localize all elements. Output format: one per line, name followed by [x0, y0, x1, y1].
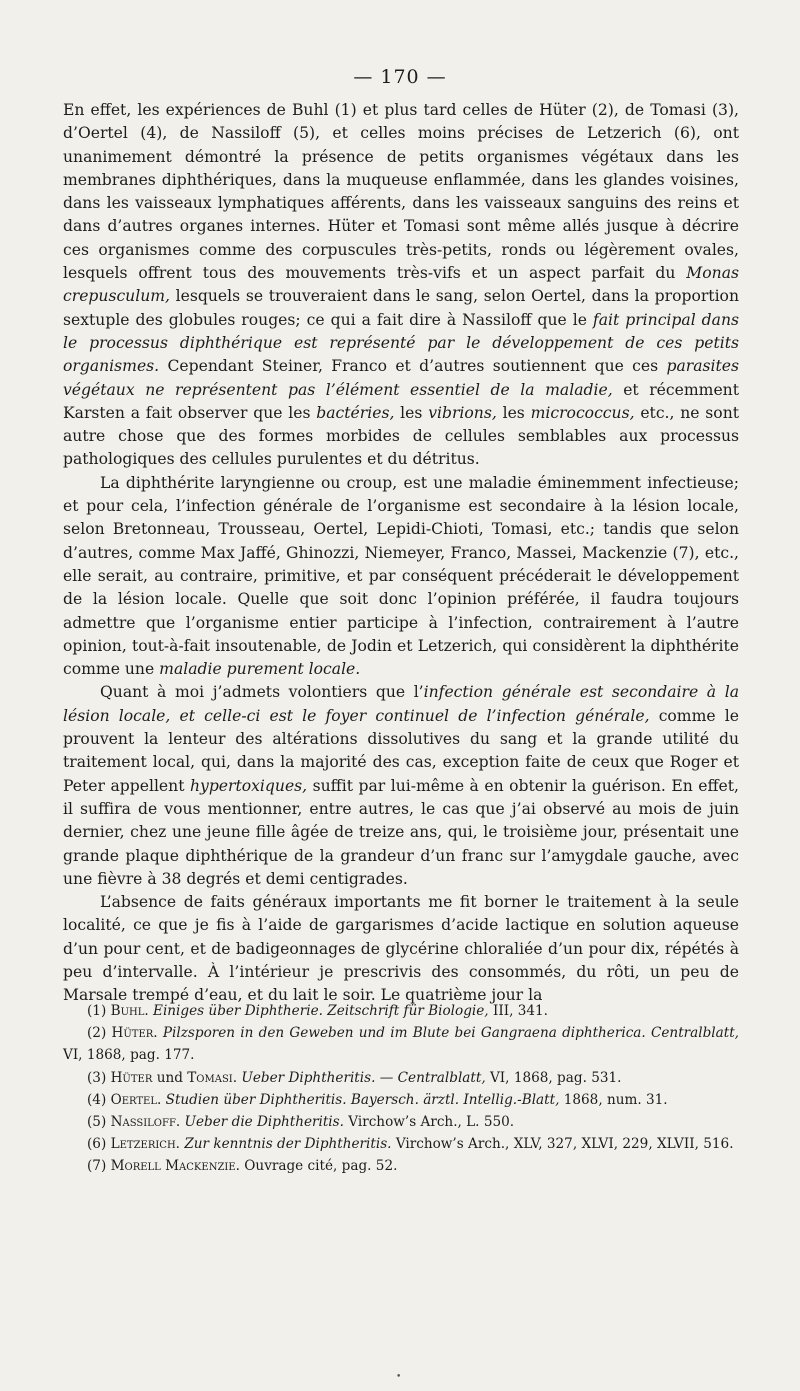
- text-run: suffit par lui-même à en obtenir la guérison. En effet, il suffira de vous mentionner, entre autres, le cas que j’ai observé au mois de juin dernier, chez une jeune fille âgée de treize ans, qui, le troisième jour, présentait une grande plaque diphthérique de la grandeur d’un franc sur l’amygdale gauche, avec une fièvre à 38 degrés et demi centigrades.: [63, 776, 739, 888]
- italic-run: fait principal dans le processus diphthérique est représenté par le développement de ces petits organismes.: [63, 310, 739, 376]
- fn-author: Letzerich.: [110, 1136, 180, 1153]
- fn-title: Zur kenntnis der Diphtheritis.: [184, 1136, 392, 1153]
- main-text: [63, 99, 739, 1008]
- fn-author: Hüter: [110, 1069, 153, 1086]
- italic-run: maladie purement locale.: [159, 660, 361, 679]
- fn-title: Studien über Diphtheritis. Bayersch. ärztl. Intellig.-Blatt,: [165, 1091, 560, 1108]
- italic-run: micrococcus,: [530, 403, 635, 422]
- footnote-2: [63, 1022, 739, 1066]
- paragraph-1: [63, 99, 739, 472]
- italic-run: infection générale est secondaire à la lésion locale, et celle-ci est le foyer continuel de l’infection générale,: [63, 683, 739, 725]
- fn-num: (2): [87, 1025, 112, 1042]
- fn-ref: Virchow’s Arch., XLV, 327, XLVI, 229, XLVII, 516.: [391, 1136, 734, 1153]
- italic-run: vibrions,: [428, 403, 497, 422]
- fn-num: (1): [87, 1003, 111, 1019]
- fn-title: Ueber Diphtheritis. — Centralblatt,: [241, 1069, 486, 1086]
- fn-author: Tomasi.: [187, 1069, 238, 1086]
- text-run: les: [496, 403, 531, 422]
- footnote-7: [63, 1155, 739, 1177]
- fn-ref: III, 341.: [488, 1003, 548, 1019]
- fn-author: Buhl.: [110, 1003, 149, 1019]
- footnote-5: [63, 1111, 739, 1133]
- footnote-6: [63, 1133, 739, 1155]
- text-run: Cependant Steiner, Franco et d’autres soutiennent que ces: [159, 357, 667, 376]
- fn-sep: und: [152, 1069, 188, 1086]
- fn-author: Oertel.: [110, 1091, 162, 1108]
- fn-num: (6): [87, 1136, 111, 1153]
- text-run: lesquels se trouveraient dans le sang, selon Oertel, dans la proportion sextuple des globules rouges; ce qui a fait dire à Nassiloff que le: [63, 287, 739, 329]
- page-number: — 170 —: [353, 66, 447, 88]
- fn-title: Pilzsporen in den Geweben und im Blute bei Gangraena diphtherica. Centralblatt,: [162, 1025, 740, 1042]
- paragraph-4: L’absence de faits généraux importants me fit borner le traitement à la seule localité, ce que je fis à l’aide de gargarismes d’acide lactique en solution aqueuse d’un pour cent, et de badigeonnages de glycérine chloraliée d’un pour dix, répétés à peu d’intervalle. À l’intérieur je prescrivis des consommés, du rôti, un peu de Marsale trempé d’eau, et du lait le soir. Le quatrième jour la: [63, 893, 739, 1005]
- footnotes: [63, 1000, 739, 1178]
- fn-author: Hüter.: [111, 1025, 158, 1042]
- fn-author: Morell Mackenzie.: [110, 1158, 240, 1175]
- fn-ref: VI, 1868, pag. 531.: [485, 1069, 622, 1086]
- fn-ref: VI, 1868, pag. 177.: [63, 1047, 195, 1064]
- text-run: les: [394, 403, 429, 422]
- text-run: La diphthérite laryngienne ou croup, est une maladie éminemment infectieuse; et pour cela, l’infection générale de l’organisme est secondaire à la lésion locale, selon Bretonneau, Trousseau, Oertel, Lepidi-Chioti, Tomasi, etc.; tandis que selon d’autres, comme Max Jaffé, Ghinozzi, Niemeyer, Franco, Massei, Mackenzie (7), etc., elle serait, au contraire, primitive, et par conséquent précéderait le développement de la lésion locale. Quelle que soit donc l’opinion préférée, il faudra toujours admettre que l’organisme entier participe à l’infection, contrairement à l’autre opinion, tout-à-fait insoutenable, de Jodin et Letzerich, qui considèrent la diphthérite comme une: [63, 473, 739, 679]
- fn-ref: 1868, num. 31.: [559, 1091, 668, 1108]
- fn-num: (3): [87, 1069, 111, 1086]
- footnote-3: [63, 1067, 739, 1089]
- text-run: etc., ne sont autre chose que des formes morbides de cellules semblables aux processus pathologiques des cellules purulentes et du détritus.: [63, 403, 739, 469]
- paragraph-3: [63, 681, 739, 891]
- fn-title: Einiges über Diphtherie. Zeitschrift für Biologie,: [153, 1003, 489, 1019]
- paragraph-2: [63, 472, 739, 682]
- text-run: comme le prouvent la lenteur des altérations dissolutives du sang et la grande utilité du traitement local, qui, dans la majorité des cas, exception faite de ceux que Roger et Peter appellent: [63, 706, 739, 795]
- footnote-4: [63, 1089, 739, 1111]
- italic-run: bactéries,: [316, 403, 395, 422]
- fn-num: (7): [87, 1158, 111, 1175]
- print-mark: •: [396, 1372, 402, 1382]
- fn-ref: Ouvrage cité, pag. 52.: [239, 1158, 398, 1175]
- fn-ref: Virchow’s Arch., L. 550.: [343, 1114, 515, 1131]
- fn-num: (5): [87, 1114, 111, 1131]
- italic-run: hypertoxiques,: [189, 776, 308, 795]
- italic-run: parasites végétaux ne représentent pas l’élément essentiel de la maladie,: [63, 357, 739, 399]
- text-run: et récemment Karsten a fait observer que les: [63, 380, 739, 422]
- text-run: Quant à moi j’admets volontiers que l’: [100, 683, 424, 702]
- italic-run: Monas crepusculum,: [63, 264, 739, 306]
- fn-author: Nassiloff.: [110, 1114, 181, 1131]
- footnote-1: [63, 1000, 739, 1022]
- fn-title: Ueber die Diphtheritis.: [184, 1114, 344, 1131]
- text-run: En effet, les expériences de Buhl (1) et plus tard celles de Hüter (2), de Tomasi (3), d’Oertel (4), de Nassiloff (5), et celles moins précises de Letzerich (6), ont unanimement démontré la présence de petits organismes végétaux dans les membranes diphthériques, dans la muqueuse enflammée, dans les glandes voisines, dans les vaisseaux lymphatiques afférents, dans les vaisseaux sanguins des reins et dans d’autres organes internes. Hüter et Tomasi sont même allés jusque à décrire ces organismes comme des corpuscules très-petits, ronds ou légèrement ovales, lesquels offrent tous des mouvements très-vifs et un aspect parfait du: [63, 101, 739, 283]
- fn-num: (4): [87, 1091, 111, 1108]
